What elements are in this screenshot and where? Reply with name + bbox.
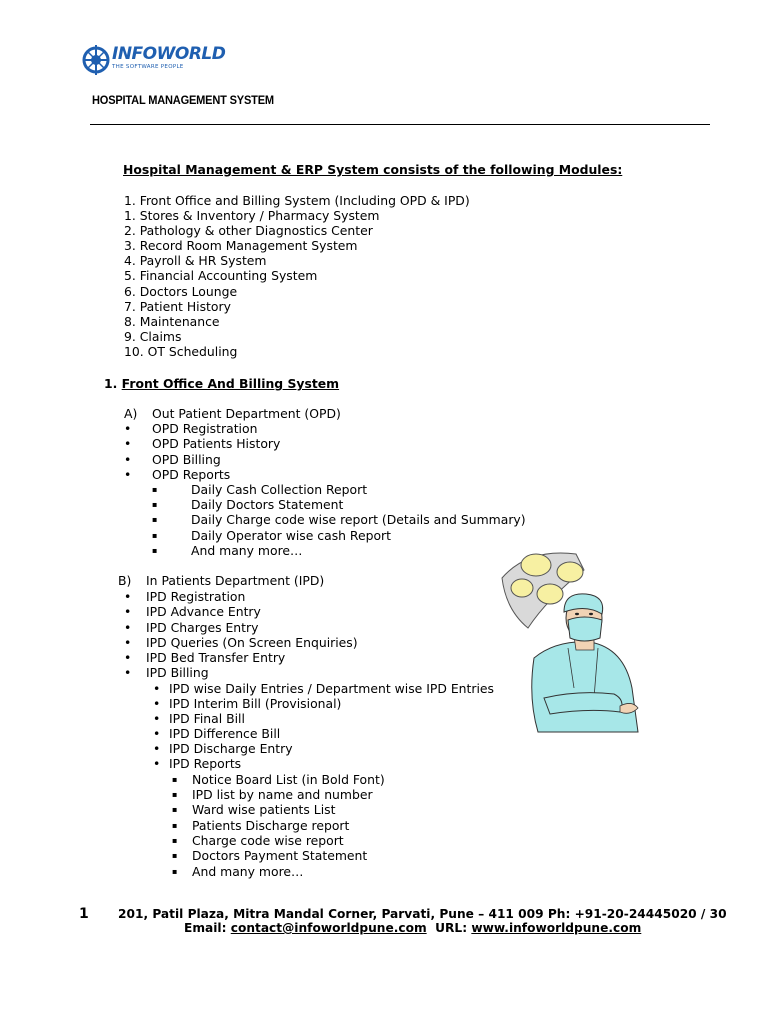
list-item: IPD Billing	[146, 665, 209, 680]
surgeon-clipart	[498, 548, 648, 733]
bullet-icon: •	[124, 650, 132, 665]
bullet-icon: •	[124, 452, 132, 467]
ipd-heading: In Patients Department (IPD)	[146, 573, 325, 588]
logo-tagline: THE SOFTWARE PEOPLE	[112, 64, 184, 70]
square-bullet-icon: ▪	[172, 775, 178, 784]
document-title: HOSPITAL MANAGEMENT SYSTEM	[92, 93, 274, 107]
bullet-icon: •	[124, 604, 132, 619]
list-item: 8. Maintenance	[124, 314, 220, 329]
list-item: Notice Board List (in Bold Font)	[192, 772, 385, 787]
bullet-icon: •	[153, 756, 161, 771]
list-item: 1. Stores & Inventory / Pharmacy System	[124, 208, 380, 223]
list-item: IPD list by name and number	[192, 787, 373, 802]
section-title: Front Office And Billing System	[121, 376, 340, 391]
ipd-marker: B)	[118, 573, 132, 588]
square-bullet-icon: ▪	[172, 851, 178, 860]
square-bullet-icon: ▪	[152, 485, 158, 494]
bullet-icon: •	[124, 467, 132, 482]
list-item: 10. OT Scheduling	[124, 344, 238, 359]
page-number: 1	[79, 906, 89, 922]
list-item: Ward wise patients List	[192, 802, 336, 817]
bullet-icon: •	[153, 726, 161, 741]
square-bullet-icon: ▪	[152, 515, 158, 524]
list-item: Daily Operator wise cash Report	[191, 528, 392, 543]
square-bullet-icon: ▪	[172, 836, 178, 845]
square-bullet-icon: ▪	[152, 500, 158, 509]
footer-contact	[184, 921, 641, 935]
list-item: Patients Discharge report	[192, 818, 350, 833]
list-item: IPD Queries (On Screen Enquiries)	[146, 635, 358, 650]
square-bullet-icon: ▪	[172, 867, 178, 876]
bullet-icon: •	[124, 421, 132, 436]
list-item: 7. Patient History	[124, 299, 231, 314]
list-item: IPD Reports	[169, 756, 242, 771]
section-number: 1.	[104, 376, 118, 391]
opd-marker: A)	[124, 406, 138, 421]
list-item: Charge code wise report	[192, 833, 344, 848]
bullet-icon: •	[124, 436, 132, 451]
list-item: OPD Registration	[152, 421, 258, 436]
list-item: IPD Bed Transfer Entry	[146, 650, 286, 665]
bullet-icon: •	[124, 589, 132, 604]
list-item: 2. Pathology & other Diagnostics Center	[124, 223, 373, 238]
list-item: 1. Front Office and Billing System (Including OPD & IPD)	[124, 193, 470, 208]
square-bullet-icon: ▪	[152, 531, 158, 540]
list-item: 3. Record Room Management System	[124, 238, 358, 253]
list-item: IPD Difference Bill	[169, 726, 281, 741]
list-item: Daily Charge code wise report (Details and Summary)	[191, 512, 526, 527]
list-item: IPD Interim Bill (Provisional)	[169, 696, 342, 711]
square-bullet-icon: ▪	[152, 546, 158, 555]
list-item: IPD Final Bill	[169, 711, 245, 726]
list-item: OPD Reports	[152, 467, 231, 482]
footer-address: 201, Patil Plaza, Mitra Mandal Corner, Parvati, Pune – 411 009 Ph: +91-20-24445020 / 30	[118, 907, 727, 921]
list-item: OPD Patients History	[152, 436, 281, 451]
bullet-icon: •	[153, 741, 161, 756]
email-link[interactable]: contact@infoworldpune.com	[230, 921, 427, 935]
list-item: 6. Doctors Lounge	[124, 284, 238, 299]
list-item: 4. Payroll & HR System	[124, 253, 267, 268]
list-item: IPD Discharge Entry	[169, 741, 293, 756]
list-item: 5. Financial Accounting System	[124, 268, 318, 283]
bullet-icon: •	[124, 635, 132, 650]
square-bullet-icon: ▪	[172, 821, 178, 830]
bullet-icon: •	[153, 681, 161, 696]
bullet-icon: •	[153, 696, 161, 711]
section-heading	[104, 376, 339, 391]
url-label: URL:	[435, 921, 468, 935]
logo-wordmark: INFOWORLD	[112, 44, 226, 64]
list-item: IPD Charges Entry	[146, 620, 259, 635]
bullet-icon: •	[124, 665, 132, 680]
opd-heading: Out Patient Department (OPD)	[152, 406, 341, 421]
list-item: IPD Advance Entry	[146, 604, 261, 619]
list-item: Daily Cash Collection Report	[191, 482, 368, 497]
bullet-icon: •	[153, 711, 161, 726]
square-bullet-icon: ▪	[172, 790, 178, 799]
modules-heading: Hospital Management & ERP System consists of the following Modules:	[123, 162, 623, 177]
list-item: And many more…	[191, 543, 303, 558]
header-rule	[90, 124, 710, 125]
list-item: IPD Registration	[146, 589, 246, 604]
list-item: Doctors Payment Statement	[192, 848, 368, 863]
email-label: Email:	[184, 921, 227, 935]
bullet-icon: •	[124, 620, 132, 635]
list-item: IPD wise Daily Entries / Department wise IPD Entries	[169, 681, 494, 696]
list-item: And many more…	[192, 864, 304, 879]
list-item: OPD Billing	[152, 452, 221, 467]
list-item: Daily Doctors Statement	[191, 497, 344, 512]
url-link[interactable]: www.infoworldpune.com	[471, 921, 642, 935]
square-bullet-icon: ▪	[172, 805, 178, 814]
list-item: 9. Claims	[124, 329, 182, 344]
